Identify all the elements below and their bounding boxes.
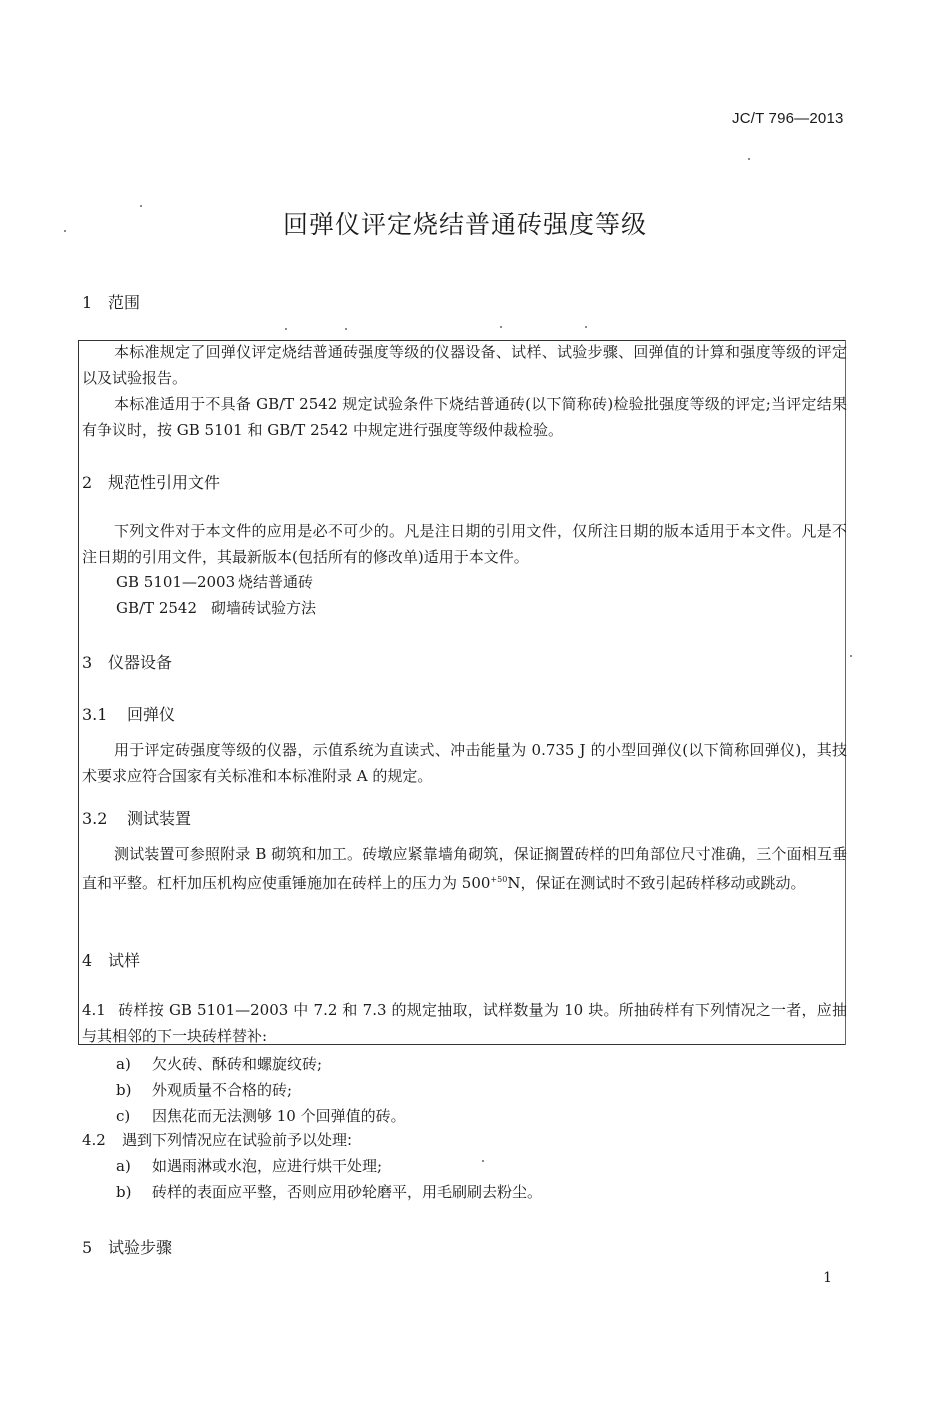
section-number: 5 (82, 1238, 93, 1257)
list-text: 砖样的表面应平整，否则应用砂轮磨平，用毛刷刷去粉尘。 (152, 1183, 543, 1201)
sampling-paragraph (82, 997, 847, 1049)
subsection-3-1-heading (82, 702, 175, 725)
reference-code: GB/T 2542 (116, 599, 198, 617)
section-3-heading (82, 650, 172, 673)
section-title: 范围 (108, 293, 141, 312)
document-title: 回弹仪评定烧结普通砖强度等级 (282, 210, 647, 239)
sampling-text: 砖样按 GB 5101—2003 中 7.2 和 7.3 的规定抽取，试样数量为 10 块。所抽砖样有下列情况之一者，应抽与其相邻的下一块砖样替补: (82, 1001, 847, 1045)
pressure-tolerance: +50 (490, 875, 508, 884)
standard-number: JC/T 796—2013 (732, 110, 844, 127)
subsection-number: 3.2 (82, 809, 108, 828)
scan-speck (585, 326, 587, 328)
list-text: 如遇雨淋或水泡，应进行烘干处理; (152, 1157, 383, 1175)
list-text: 因焦花而无法测够 10 个回弹值的砖。 (152, 1107, 406, 1125)
test-device-paragraph (82, 841, 847, 896)
list-marker: a) (116, 1157, 131, 1175)
scope-paragraph-1: 本标准规定了回弹仪评定烧结普通砖强度等级的仪器设备、试样、试验步骤、回弹值的计算和强度等级的评定以及试验报告。 (82, 343, 847, 387)
scan-speck (850, 655, 852, 657)
scan-speck (500, 326, 502, 328)
subsection-3-2-heading (82, 806, 191, 829)
section-5-heading (82, 1235, 172, 1258)
test-device-text-end: N，保证在测试时不致引起砖样移动或跳动。 (507, 874, 806, 892)
scan-speck (285, 328, 287, 330)
list-item (116, 1105, 406, 1126)
list-text: 欠火砖、酥砖和螺旋纹砖; (152, 1055, 323, 1073)
frame-right-line (845, 340, 846, 1045)
list-marker: c) (116, 1107, 131, 1125)
list-item (116, 1181, 542, 1202)
scan-speck (345, 328, 347, 330)
scan-speck (140, 205, 142, 207)
pressure-value: 500 (461, 874, 491, 892)
section-2-heading (82, 470, 220, 493)
section-4-heading (82, 948, 140, 971)
list-item (116, 1053, 322, 1074)
list-marker: a) (116, 1055, 131, 1073)
reference-name: 烧结普通砖 (238, 573, 314, 591)
scan-speck (748, 158, 750, 160)
reference-code: GB 5101—2003 (116, 573, 236, 591)
scan-speck (64, 230, 66, 232)
section-number: 3 (82, 653, 93, 672)
list-item (116, 1079, 292, 1100)
list-marker: b) (116, 1183, 132, 1201)
section-title: 试验步骤 (108, 1238, 173, 1257)
section-number: 4 (82, 951, 93, 970)
scan-speck (482, 1160, 484, 1162)
subsection-title: 遇到下列情况应在试验前予以处理: (122, 1131, 353, 1149)
rebound-hammer-paragraph: 用于评定砖强度等级的仪器，示值系统为直读式、冲击能量为 0.735 J 的小型回弹仪(以下简称回弹仪)，其技术要求应符合国家有关标准和本标准附录 A 的规定。 (82, 741, 847, 785)
subsection-title: 回弹仪 (127, 705, 176, 724)
list-item (116, 1155, 382, 1176)
section-title: 规范性引用文件 (108, 473, 221, 492)
section-title: 试样 (108, 951, 141, 970)
subsection-title: 测试装置 (127, 809, 192, 828)
normative-references-paragraph: 下列文件对于本文件的应用是必不可少的。凡是注日期的引用文件，仅所注日期的版本适用于本文件。凡是不注日期的引用文件，其最新版本(包括所有的修改单)适用于本文件。 (82, 522, 847, 566)
test-device-text-start: 测试装置可参照附录 B 砌筑和加工。砖墩应紧靠墙角砌筑，保证搁置砖样的凹角部位尺寸准确，三个面相互垂直和平整。杠杆加压机构应使重锤施加在砖样上的压力为 (82, 845, 847, 892)
list-text: 外观质量不合格的砖; (152, 1081, 293, 1099)
reference-item (116, 571, 313, 592)
frame-left-line (78, 340, 79, 1045)
list-marker: b) (116, 1081, 132, 1099)
reference-name: 砌墙砖试验方法 (211, 599, 317, 617)
section-1-heading (82, 290, 140, 313)
page-number: 1 (823, 1270, 832, 1286)
subsection-number: 3.1 (82, 705, 108, 724)
subsection-number: 4.2 (82, 1131, 106, 1149)
subsection-4-2-heading (82, 1129, 352, 1150)
section-number: 2 (82, 473, 93, 492)
subsection-number: 4.1 (82, 1001, 106, 1019)
section-title: 仪器设备 (108, 653, 173, 672)
reference-item (116, 597, 316, 618)
scope-paragraph-2: 本标准适用于不具备 GB/T 2542 规定试验条件下烧结普通砖(以下简称砖)检验批强度等级的评定;当评定结果有争议时，按 GB 5101 和 GB/T 2542 中规定进行强度等级仲裁检验。 (82, 395, 847, 439)
section-number: 1 (82, 293, 93, 312)
